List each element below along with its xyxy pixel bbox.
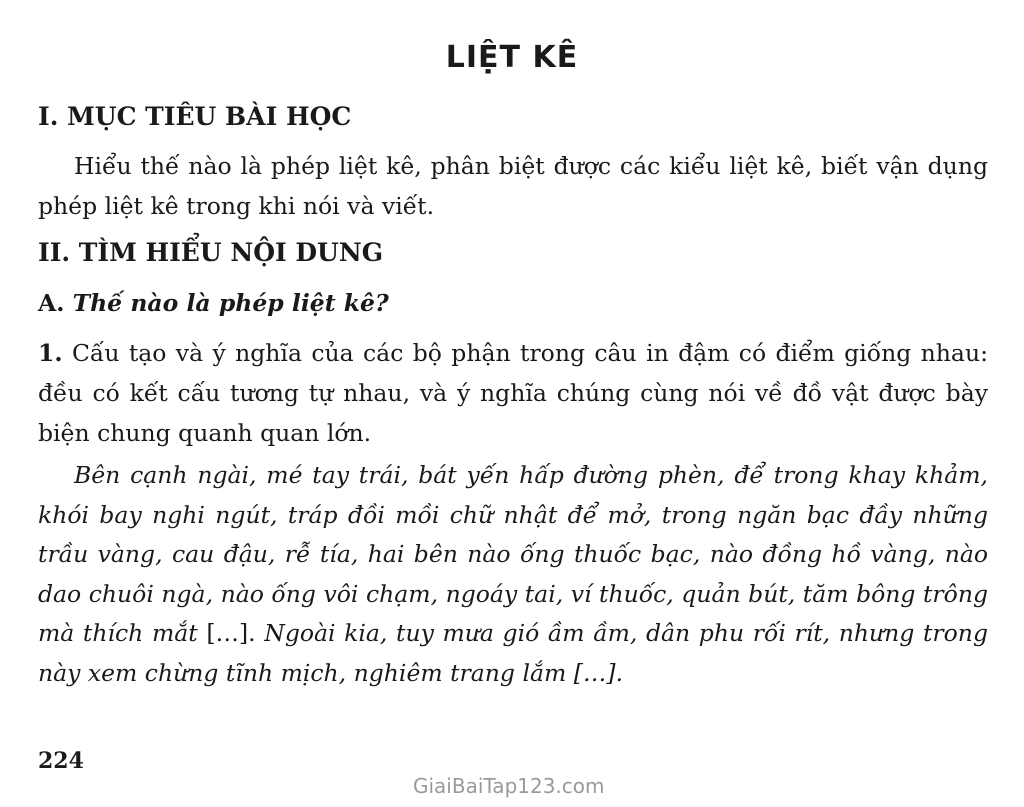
subsection-a-heading xyxy=(38,287,988,319)
subsection-a-prefix: A. xyxy=(38,289,65,317)
item-1-paragraph xyxy=(38,333,988,453)
section-1-heading: I. MỤC TIÊU BÀI HỌC xyxy=(38,102,352,131)
watermark: GiaiBaiTap123.com xyxy=(413,774,605,798)
section-1-paragraph: Hiểu thế nào là phép liệt kê, phân biệt được các kiểu liệt kê, biết vận dụng phép liệt kê trong khi nói và viết. xyxy=(38,152,988,220)
quote-ellipsis: […]. xyxy=(197,619,265,647)
item-1-text: Cấu tạo và ý nghĩa của các bộ phận trong câu in đậm có điểm giống nhau: đều có kết cấu tương tự nhau, và ý nghĩa chúng cùng nói về đồ vật được bày biện chung quanh quan lớn. xyxy=(38,339,988,447)
page-title: LIỆT KÊ xyxy=(445,40,579,75)
subsection-a-title: Thế nào là phép liệt kê? xyxy=(72,289,389,317)
quoted-excerpt xyxy=(38,456,988,693)
item-1-number: 1. xyxy=(38,339,63,367)
quote-part-1: Bên cạnh ngài, mé tay trái, bát yến hấp đường phèn, để trong khay khảm, khói bay nghi ngút, tráp đồi mồi chữ nhật để mở, trong ngăn bạc đầy những trầu vàng, cau đậu, rễ tía, hai bên nào ống thuốc bạc, nào đồng hồ vàng, nào dao chuôi ngà, nào ống vôi chạm, ngoáy tai, ví thuốc, quản bút, tăm bông trông mà thích mắt xyxy=(38,461,988,647)
section-2-heading: II. TÌM HIỂU NỘI DUNG xyxy=(38,238,384,267)
page-number: 224 xyxy=(38,748,84,774)
quote-part-2: Ngoài kia, tuy mưa gió ầm ầm, dân phu rối rít, nhưng trong này xem chừng tĩnh mịch, nghiêm trang lắm […]. xyxy=(38,619,988,687)
